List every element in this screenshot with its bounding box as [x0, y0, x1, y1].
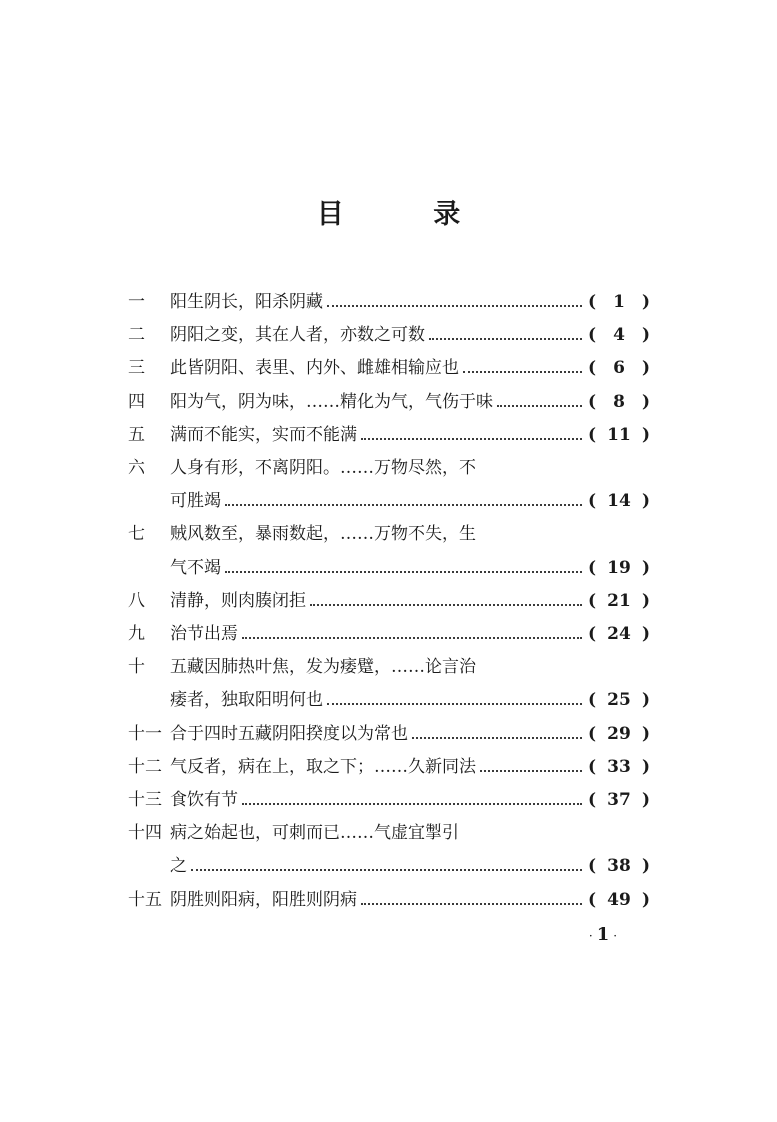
- toc-leader-dots: [242, 637, 582, 639]
- toc-page-ref[interactable]: [588, 684, 650, 717]
- close-paren: ): [641, 723, 650, 744]
- toc-entry-body: [170, 419, 650, 452]
- toc-leader-dots: [327, 305, 582, 307]
- toc-entry-line: [170, 485, 650, 518]
- toc-entry-line: [170, 817, 650, 850]
- toc-entry[interactable]: [128, 751, 650, 784]
- toc-entry-line: [170, 286, 650, 319]
- close-paren: ): [641, 491, 650, 512]
- toc-page-number: 4: [613, 325, 625, 346]
- toc-entry-title: 之: [170, 856, 187, 877]
- toc-entry-title: 阳生阴长，阳杀阴藏: [170, 292, 323, 312]
- toc-entry-line: [170, 452, 650, 485]
- toc-entry-number: 十: [128, 657, 145, 678]
- close-paren: ): [641, 424, 650, 445]
- toc-entry[interactable]: [128, 651, 650, 717]
- close-paren: ): [641, 325, 650, 346]
- toc-leader-dots: [310, 604, 582, 606]
- open-paren: (: [588, 789, 597, 810]
- toc-leader-dots: [429, 338, 582, 340]
- toc-entry-number: 三: [128, 358, 145, 379]
- toc-page-number: 1: [613, 292, 625, 312]
- toc-entry-number: 一: [128, 292, 145, 312]
- close-paren: ): [641, 358, 650, 379]
- toc-entry-number: 十二: [128, 756, 162, 777]
- toc-page-number: 49: [607, 889, 631, 910]
- close-paren: ): [641, 292, 650, 312]
- toc-entry-body: [170, 518, 650, 584]
- toc-entry-body: [170, 319, 650, 352]
- toc-leader-dots: [225, 571, 582, 573]
- toc-entry-body: [170, 585, 650, 618]
- toc-leader-dots: [412, 737, 582, 739]
- toc-page-number: 33: [607, 756, 631, 777]
- toc-entry[interactable]: [128, 518, 650, 584]
- toc-entry-title: 此皆阴阳、表里、内外、雌雄相输应也: [170, 358, 459, 379]
- toc-entry-body: [170, 784, 650, 817]
- toc-page-ref[interactable]: [588, 585, 650, 618]
- toc-entry-line: [170, 552, 650, 585]
- toc-entry[interactable]: [128, 784, 650, 817]
- toc-entry[interactable]: [128, 718, 650, 751]
- toc-leader-dots: [242, 803, 582, 805]
- toc-page-ref[interactable]: [588, 419, 650, 452]
- toc-entry-number: 九: [128, 623, 145, 644]
- toc-entry-line: [170, 518, 650, 551]
- footer-mark-left: ·: [588, 929, 593, 943]
- toc-page-ref[interactable]: [588, 386, 650, 419]
- toc-entry-line: [170, 386, 650, 419]
- footer-page-number: 1: [596, 924, 610, 945]
- toc-page-ref[interactable]: [588, 286, 650, 319]
- footer-mark-right: ·: [613, 929, 618, 943]
- page-footer: [558, 924, 648, 945]
- toc-entry[interactable]: [128, 817, 650, 883]
- toc-page-number: 11: [607, 424, 631, 445]
- toc-page-number: 25: [607, 690, 631, 711]
- toc-entry-line: [170, 884, 650, 917]
- open-paren: (: [588, 391, 597, 412]
- toc-page-ref[interactable]: [588, 751, 650, 784]
- toc-entry-body: [170, 817, 650, 883]
- toc-entry-number: 十一: [128, 723, 162, 744]
- toc-page-ref[interactable]: [588, 352, 650, 385]
- open-paren: (: [588, 623, 597, 644]
- open-paren: (: [588, 590, 597, 611]
- toc-entry-line: [170, 784, 650, 817]
- open-paren: (: [588, 889, 597, 910]
- toc-entry-title: 病之始起也，可刺而已……气虚宜掣引: [170, 823, 459, 844]
- close-paren: ): [641, 756, 650, 777]
- toc-entry[interactable]: [128, 386, 650, 419]
- toc-entry-title: 五藏因肺热叶焦，发为痿躄，……论言治: [170, 657, 476, 678]
- toc-entry-title: 痿者，独取阳明何也: [170, 690, 323, 711]
- toc-entry-title: 可胜竭: [170, 491, 221, 512]
- toc-entry[interactable]: [128, 452, 650, 518]
- close-paren: ): [641, 391, 650, 412]
- toc-entry-title: 气反者，病在上，取之下；……久新同法: [170, 756, 476, 777]
- toc-entry[interactable]: [128, 419, 650, 452]
- toc-entry-number: 七: [128, 524, 145, 545]
- close-paren: ): [641, 856, 650, 877]
- toc-entry-body: [170, 718, 650, 751]
- toc-page-ref[interactable]: [588, 850, 650, 883]
- toc-entry-number: 四: [128, 391, 145, 412]
- open-paren: (: [588, 557, 597, 578]
- toc-entry-number: 十五: [128, 889, 162, 910]
- open-paren: (: [588, 358, 597, 379]
- close-paren: ): [641, 590, 650, 611]
- toc-entry-title: 治节出焉: [170, 623, 238, 644]
- toc-entry-number: 五: [128, 424, 145, 445]
- toc-page-ref[interactable]: [588, 784, 650, 817]
- toc-entry-body: [170, 352, 650, 385]
- toc-entry-number: 八: [128, 590, 145, 611]
- toc-leader-dots: [361, 438, 582, 440]
- toc-entry-line: [170, 319, 650, 352]
- close-paren: ): [641, 690, 650, 711]
- toc-entry-line: [170, 850, 650, 883]
- toc-entry-number: 二: [128, 325, 145, 346]
- toc-entry-title: 气不竭: [170, 557, 221, 578]
- close-paren: ): [641, 889, 650, 910]
- toc-entry-line: [170, 419, 650, 452]
- toc-entry-body: [170, 618, 650, 651]
- open-paren: (: [588, 325, 597, 346]
- toc-entry-body: [170, 386, 650, 419]
- toc-page-number: 8: [613, 391, 625, 412]
- open-paren: (: [588, 856, 597, 877]
- toc-entry-line: [170, 651, 650, 684]
- toc-page-ref[interactable]: [588, 618, 650, 651]
- toc-entry-body: [170, 884, 650, 917]
- toc-entry-body: [170, 286, 650, 319]
- toc-leader-dots: [225, 504, 582, 506]
- toc-page-ref[interactable]: [588, 718, 650, 751]
- toc-entry-title: 阳为气，阴为味，……精化为气，气伤于味: [170, 391, 493, 412]
- toc-page-number: 37: [607, 789, 631, 810]
- toc-entry-title: 阴阳之变，其在人者，亦数之可数: [170, 325, 425, 346]
- toc-entry-title: 贼风数至，暴雨数起，……万物不失，生: [170, 524, 476, 545]
- toc-leader-dots: [480, 770, 582, 772]
- toc-page-number: 24: [607, 623, 631, 644]
- toc-entry-number: 十三: [128, 789, 162, 810]
- toc-leader-dots: [191, 869, 582, 871]
- close-paren: ): [641, 623, 650, 644]
- toc-entry-title: 人身有形，不离阴阳。……万物尽然，不: [170, 458, 476, 479]
- toc-entry-body: [170, 651, 650, 717]
- toc-entry[interactable]: [128, 618, 650, 651]
- toc-entry-title: 食饮有节: [170, 789, 238, 810]
- toc-entry[interactable]: [128, 286, 650, 319]
- toc-entry-number: 六: [128, 458, 145, 479]
- toc-leader-dots: [463, 371, 582, 373]
- toc-page-number: 19: [607, 557, 631, 578]
- toc-entry-line: [170, 751, 650, 784]
- toc-entry-title: 满而不能实，实而不能满: [170, 424, 357, 445]
- close-paren: ): [641, 789, 650, 810]
- open-paren: (: [588, 756, 597, 777]
- toc-page-ref[interactable]: [588, 552, 650, 585]
- toc-entry-line: [170, 684, 650, 717]
- toc-entry-title: 阴胜则阳病，阳胜则阴病: [170, 889, 357, 910]
- toc-entry-title: 合于四时五藏阴阳揆度以为常也: [170, 723, 408, 744]
- toc-page-number: 14: [607, 491, 631, 512]
- open-paren: (: [588, 292, 597, 312]
- toc-entry-line: [170, 352, 650, 385]
- toc-entry-number: 十四: [128, 823, 162, 844]
- toc-page-number: 21: [607, 590, 631, 611]
- toc-entry-title: 清静，则肉腠闭拒: [170, 590, 306, 611]
- toc-page-ref[interactable]: [588, 319, 650, 352]
- toc-page-ref[interactable]: [588, 884, 650, 917]
- open-paren: (: [588, 690, 597, 711]
- toc-page-number: 6: [613, 358, 625, 379]
- toc-entry[interactable]: [128, 319, 650, 352]
- toc-leader-dots: [361, 903, 582, 905]
- toc-entry[interactable]: [128, 884, 650, 917]
- toc-entry-line: [170, 718, 650, 751]
- toc-entry-line: [170, 618, 650, 651]
- toc-page-number: 29: [607, 723, 631, 744]
- toc-entry[interactable]: [128, 352, 650, 385]
- toc-leader-dots: [327, 703, 582, 705]
- table-of-contents: [128, 286, 650, 917]
- toc-entry[interactable]: [128, 585, 650, 618]
- toc-entry-body: [170, 452, 650, 518]
- open-paren: (: [588, 491, 597, 512]
- toc-entry-body: [170, 751, 650, 784]
- open-paren: (: [588, 424, 597, 445]
- toc-page-ref[interactable]: [588, 485, 650, 518]
- toc-page-number: 38: [607, 856, 631, 877]
- close-paren: ): [641, 557, 650, 578]
- page-title: 目 录: [316, 199, 501, 230]
- open-paren: (: [588, 723, 597, 744]
- toc-leader-dots: [497, 405, 582, 407]
- toc-entry-line: [170, 585, 650, 618]
